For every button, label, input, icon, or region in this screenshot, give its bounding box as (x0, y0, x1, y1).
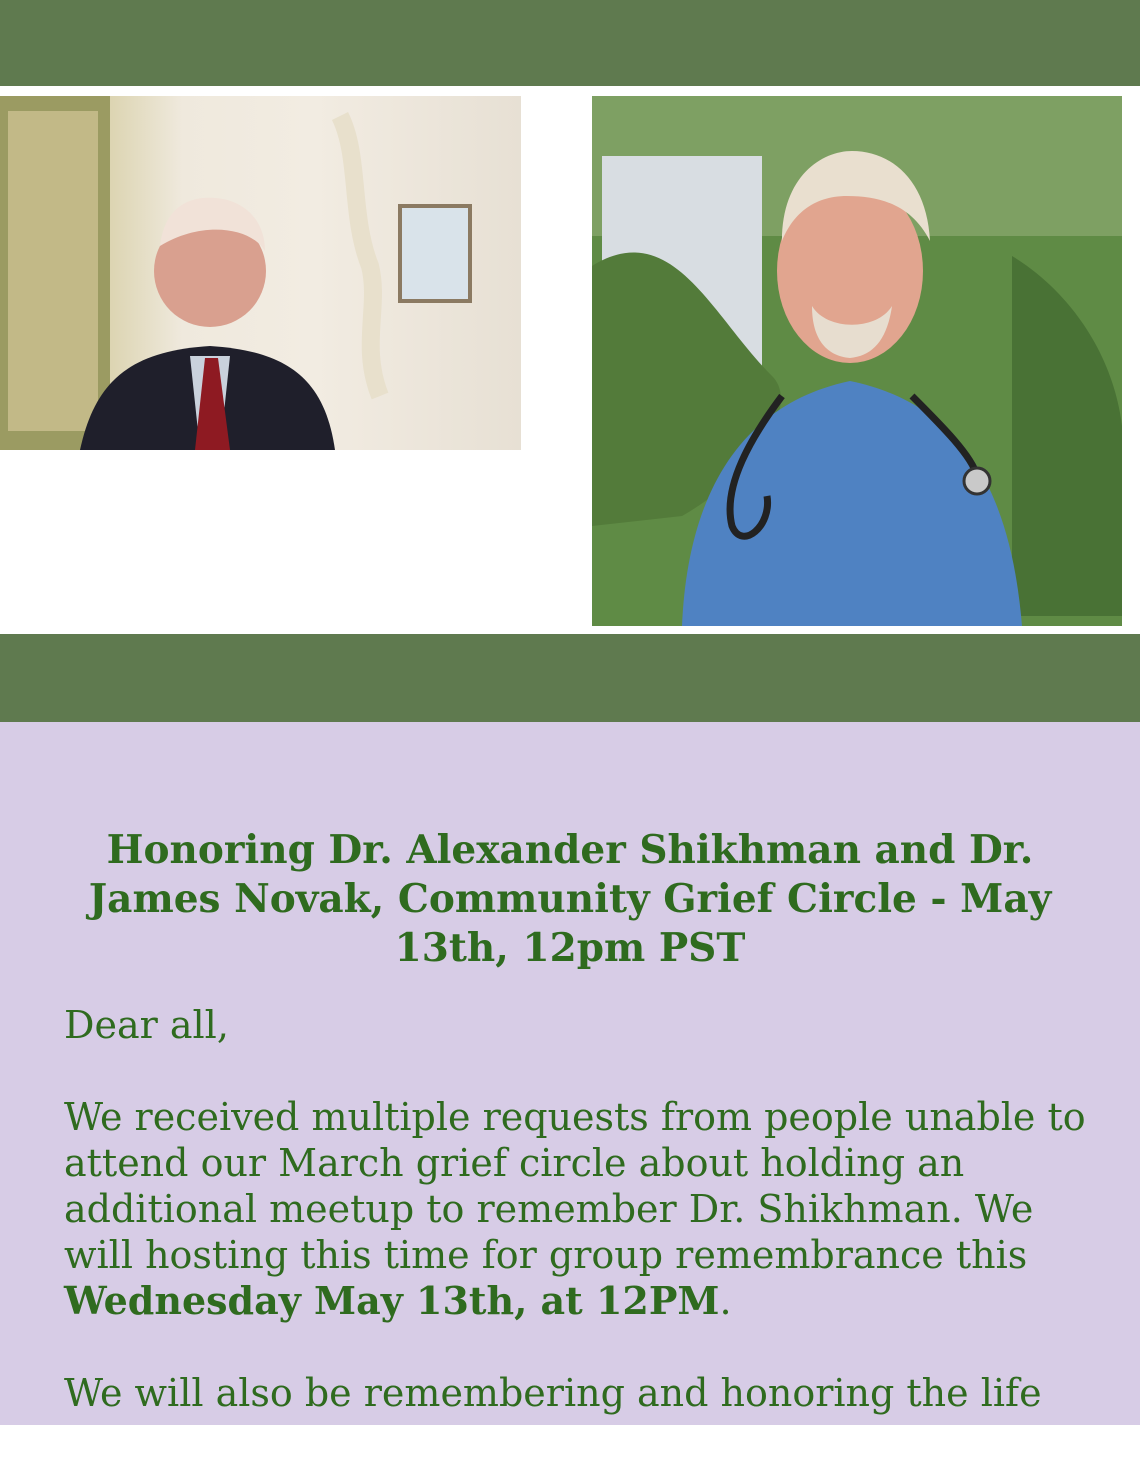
email-content (0, 722, 1140, 1425)
portrait-photo-left (0, 96, 521, 450)
event-date: Wednesday May 13th, at 12PM (64, 1278, 720, 1323)
greeting: Dear all, (64, 1003, 229, 1047)
paragraph-1-text: We received multiple requests from people unable to attend our March grief circle about holding an additional meetup to remember Dr. Shikhman. We will hosting this time for group remembrance this (64, 1095, 1086, 1277)
body-text (64, 1002, 1094, 1462)
photo-row (0, 86, 1140, 634)
paragraph-1 (64, 1094, 1094, 1324)
bottom-green-band (0, 634, 1140, 722)
headline: Honoring Dr. Alexander Shikhman and Dr. James Novak, Community Grief Circle - May 13th, 12pm PST (88, 827, 1052, 971)
top-green-band (0, 0, 1140, 86)
paragraph-1-end: . (719, 1279, 732, 1323)
paragraph-2: We will also be remembering and honoring the life (64, 1371, 1042, 1415)
portrait-photo-right (592, 96, 1122, 626)
